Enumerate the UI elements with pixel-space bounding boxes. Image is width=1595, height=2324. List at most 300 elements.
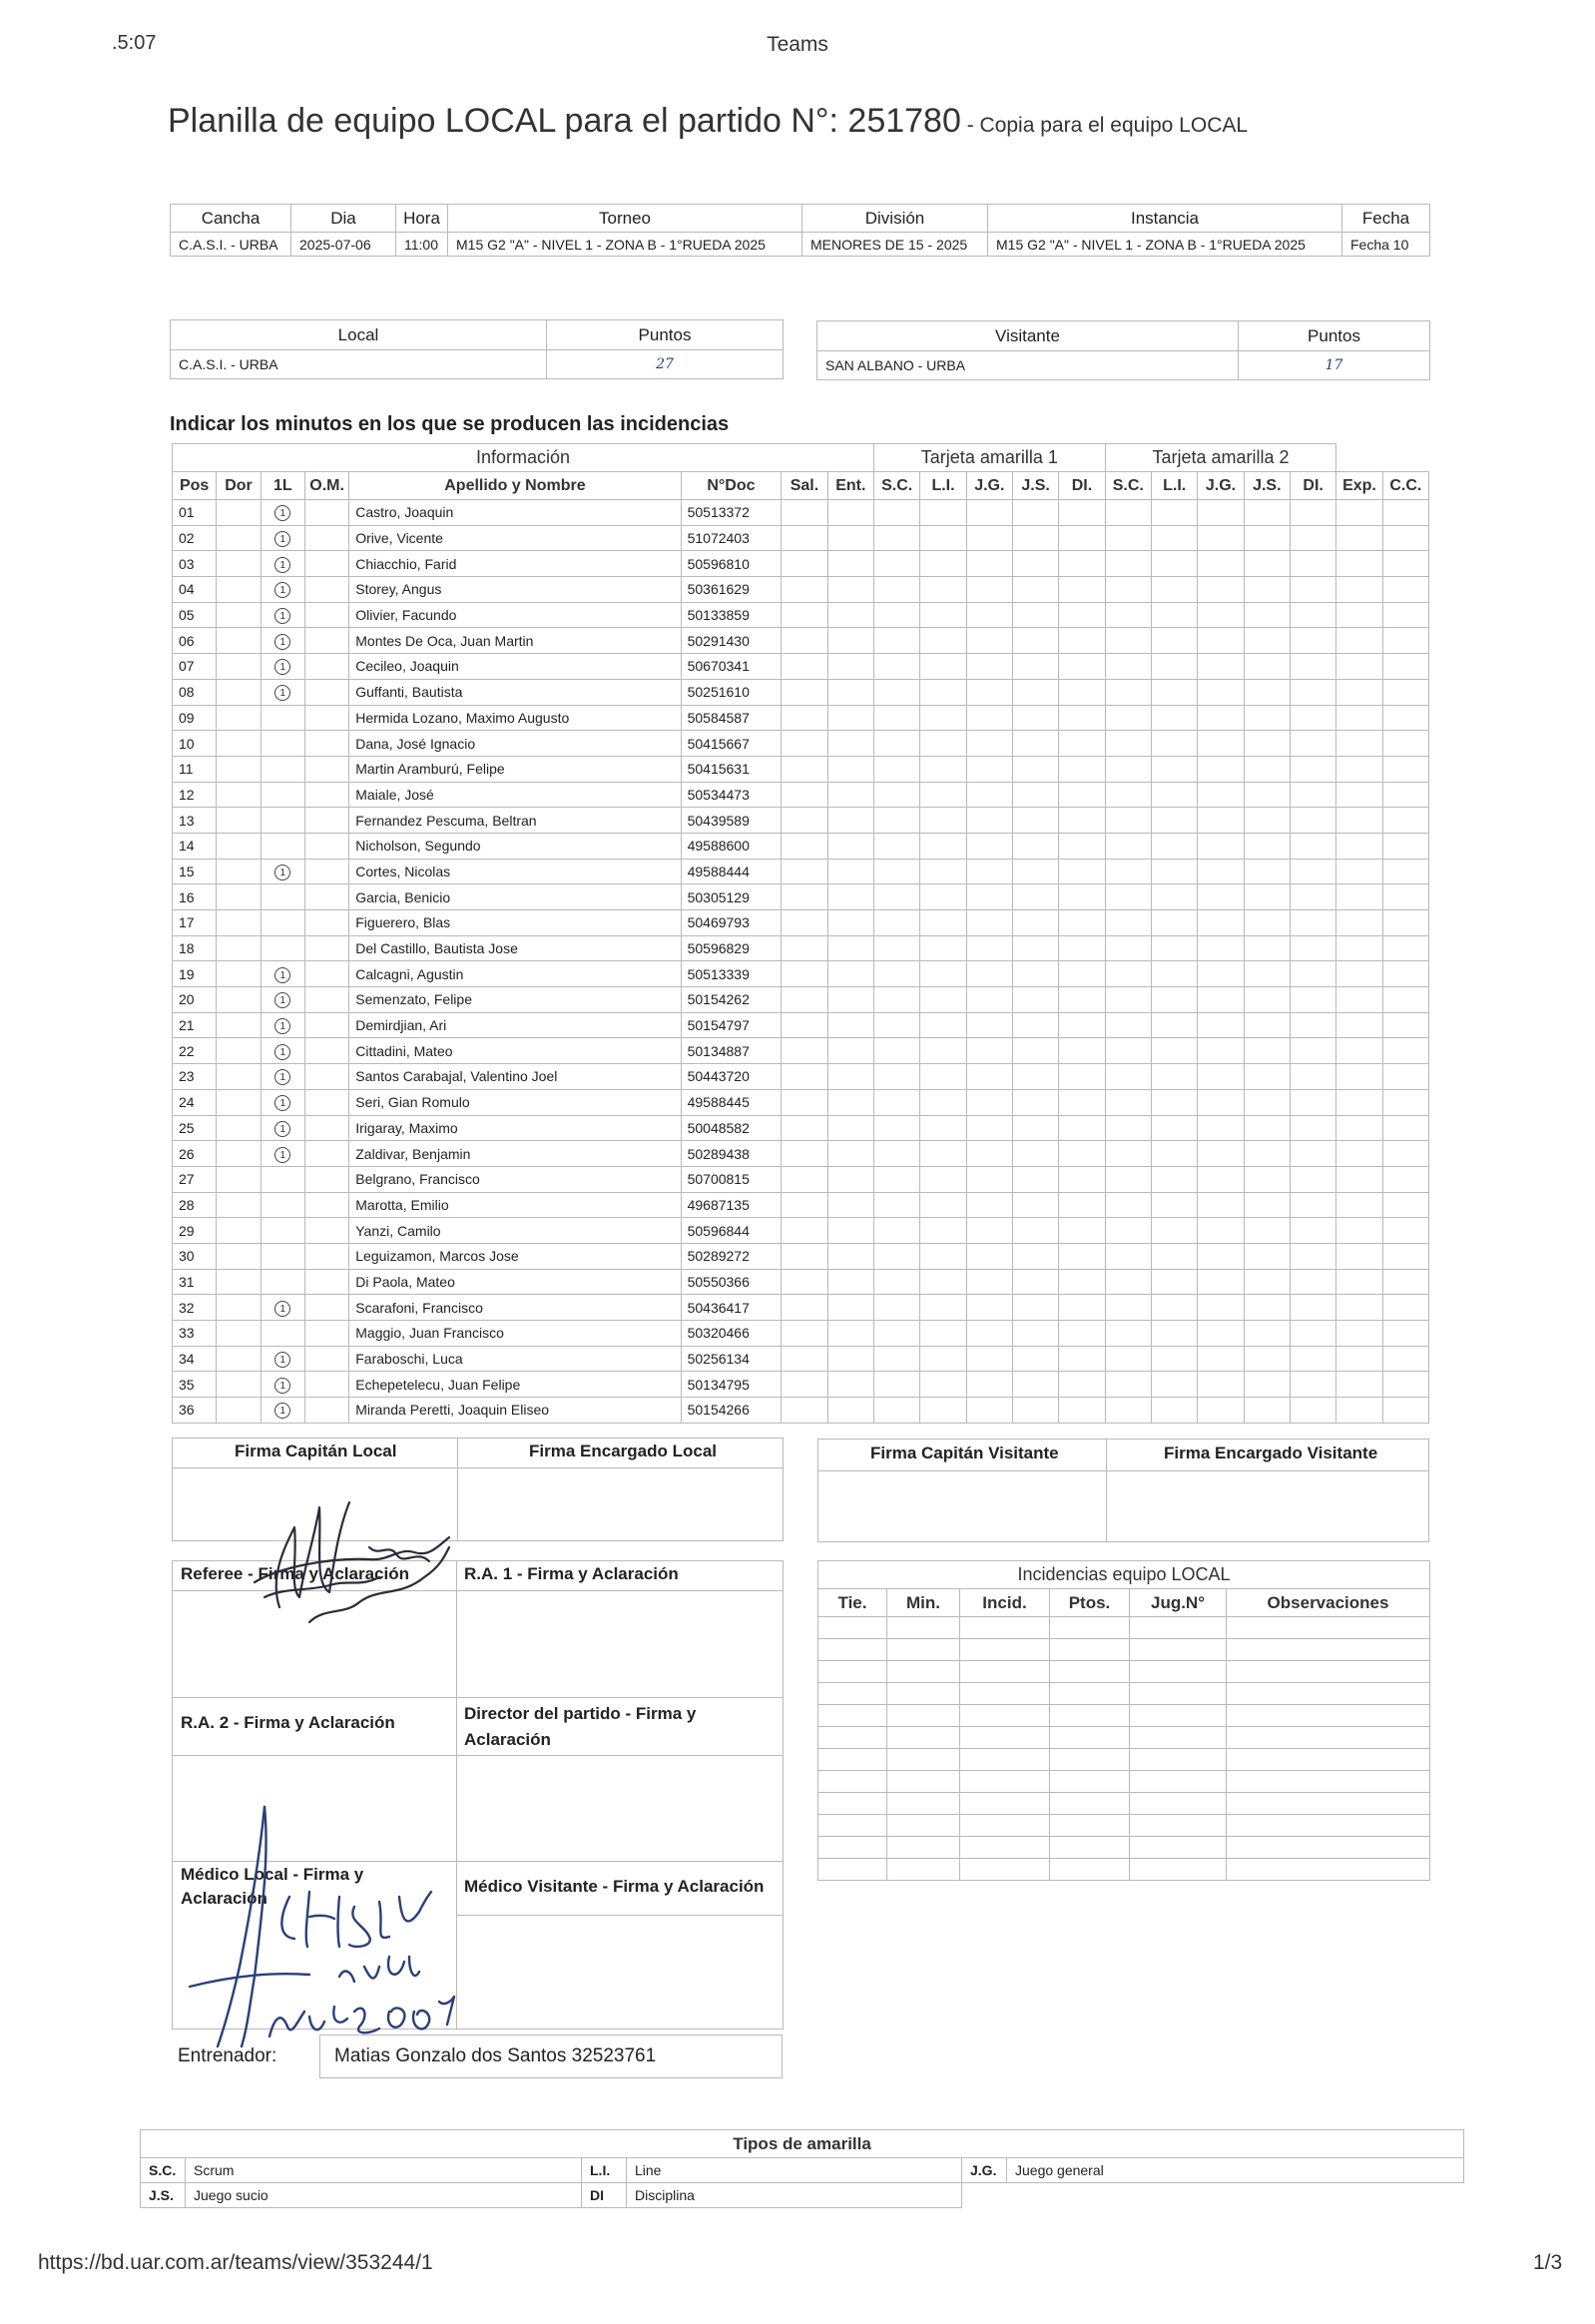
player-blank-cell (920, 1166, 966, 1192)
match-header-0: Cancha (171, 205, 291, 233)
incidencias-cell (960, 1793, 1050, 1815)
player-blank-cell (1382, 1141, 1428, 1167)
player-blank-cell (1336, 1064, 1382, 1090)
player-doc: 50670341 (681, 654, 782, 680)
player-blank-cell (920, 602, 966, 628)
player-blank-cell (1151, 1064, 1197, 1090)
first-line-badge: 1 (274, 1121, 290, 1137)
player-blank-cell (1336, 1115, 1382, 1141)
player-blank-cell (827, 782, 873, 808)
player-blank-cell (1290, 1089, 1335, 1115)
player-blank-cell (1012, 705, 1058, 731)
incidencias-cell (887, 1727, 960, 1749)
player-pos: 28 (173, 1192, 217, 1218)
group-yellow-1: Tarjeta amarilla 1 (874, 444, 1106, 472)
player-blank-cell (1198, 602, 1244, 628)
player-blank-cell (782, 628, 827, 654)
players-col-16: J.S. (1244, 472, 1290, 500)
player-blank-cell (827, 833, 873, 859)
incidencias-cell (1227, 1771, 1430, 1793)
player-blank-cell (1012, 1218, 1058, 1244)
player-blank-cell (827, 705, 873, 731)
first-line-badge: 1 (274, 1378, 290, 1394)
yellow-type-code: DI (582, 2183, 627, 2208)
director-label (464, 1701, 696, 1753)
visitor-points-label: Puntos (1239, 321, 1430, 351)
incidencias-row (818, 1639, 1430, 1661)
player-blank-cell (874, 1398, 920, 1424)
player-row (173, 705, 1429, 731)
player-blank-cell (966, 731, 1012, 757)
player-blank-cell (1290, 1064, 1335, 1090)
player-first-line (261, 961, 304, 987)
player-blank-cell (1382, 1064, 1428, 1090)
player-blank-cell (1151, 577, 1197, 603)
player-blank-cell (1290, 551, 1335, 577)
incidencias-cell (887, 1639, 960, 1661)
player-first-line (261, 1166, 304, 1192)
player-row (173, 987, 1429, 1013)
player-pos: 03 (173, 551, 217, 577)
player-blank-cell (1336, 756, 1382, 782)
player-doc: 50596844 (681, 1218, 782, 1244)
player-first-line (261, 654, 304, 680)
player-pos: 19 (173, 961, 217, 987)
player-blank-cell (1198, 1064, 1244, 1090)
visitor-team-table (816, 320, 1430, 380)
player-blank-cell (874, 577, 920, 603)
player-blank-cell (782, 859, 827, 884)
player-blank-cell (1244, 1141, 1290, 1167)
player-blank-cell (1105, 782, 1151, 808)
player-row (173, 1372, 1429, 1398)
player-blank-cell (966, 987, 1012, 1013)
player-blank-cell (1012, 1166, 1058, 1192)
director-label-line1: Director del partido - Firma y (464, 1704, 697, 1723)
player-blank-cell (1198, 833, 1244, 859)
player-blank-cell (1382, 833, 1428, 859)
player-blank-cell (920, 1295, 966, 1321)
player-blank-cell (966, 833, 1012, 859)
player-blank-cell (1244, 808, 1290, 834)
player-dor (217, 1398, 261, 1424)
first-line-badge: 1 (274, 1403, 290, 1419)
player-blank-cell (1151, 1166, 1197, 1192)
player-blank-cell (827, 1192, 873, 1218)
player-blank-cell (966, 577, 1012, 603)
player-pos: 13 (173, 808, 217, 834)
player-blank-cell (1059, 808, 1105, 834)
player-om (304, 1346, 348, 1372)
player-blank-cell (1336, 1192, 1382, 1218)
player-blank-cell (1244, 705, 1290, 731)
player-blank-cell (827, 1141, 873, 1167)
players-col-6: Sal. (782, 472, 827, 500)
player-blank-cell (874, 731, 920, 757)
player-name: Miranda Peretti, Joaquin Eliseo (349, 1398, 681, 1424)
player-blank-cell (782, 782, 827, 808)
player-blank-cell (827, 1269, 873, 1295)
player-blank-cell (1059, 961, 1105, 987)
player-blank-cell (1198, 1141, 1244, 1167)
incidencias-cell (960, 1815, 1050, 1837)
player-blank-cell (1336, 1269, 1382, 1295)
player-blank-cell (966, 1141, 1012, 1167)
player-blank-cell (1336, 884, 1382, 910)
player-blank-cell (1198, 859, 1244, 884)
player-blank-cell (1151, 808, 1197, 834)
players-col-12: DI. (1059, 472, 1105, 500)
player-blank-cell (1059, 935, 1105, 961)
player-blank-cell (1198, 1398, 1244, 1424)
player-blank-cell (874, 782, 920, 808)
yellow-type-desc: Line (627, 2158, 962, 2183)
player-blank-cell (1151, 1398, 1197, 1424)
player-blank-cell (1382, 1166, 1428, 1192)
player-om (304, 935, 348, 961)
incidencias-row (818, 1837, 1430, 1859)
player-blank-cell (1012, 859, 1058, 884)
player-blank-cell (827, 1372, 873, 1398)
first-line-badge: 1 (274, 557, 290, 573)
player-blank-cell (1151, 1346, 1197, 1372)
player-dor (217, 731, 261, 757)
player-blank-cell (1382, 500, 1428, 526)
medico-visitante-label: Médico Visitante - Firma y Aclaración (464, 1877, 765, 1896)
encargado-local-label: Firma Encargado Local (529, 1442, 717, 1460)
player-blank-cell (1244, 1089, 1290, 1115)
player-blank-cell (1012, 1115, 1058, 1141)
player-blank-cell (1290, 500, 1335, 526)
player-blank-cell (1336, 782, 1382, 808)
player-blank-cell (920, 910, 966, 936)
player-blank-cell (920, 961, 966, 987)
player-blank-cell (1244, 500, 1290, 526)
incidencias-cell (818, 1617, 887, 1639)
player-first-line (261, 1012, 304, 1038)
player-pos: 32 (173, 1295, 217, 1321)
player-blank-cell (1382, 602, 1428, 628)
first-line-badge: 1 (274, 992, 290, 1008)
player-blank-cell (966, 1398, 1012, 1424)
player-blank-cell (1336, 654, 1382, 680)
incidencias-cell (1227, 1705, 1430, 1727)
player-blank-cell (1105, 808, 1151, 834)
player-blank-cell (1059, 1398, 1105, 1424)
player-dor (217, 1064, 261, 1090)
yellow-type-desc: Juego general (1007, 2158, 1464, 2183)
player-dor (217, 1115, 261, 1141)
player-name: Garcia, Benicio (349, 884, 681, 910)
player-dor (217, 1012, 261, 1038)
player-dor (217, 577, 261, 603)
player-blank-cell (1382, 756, 1428, 782)
player-row (173, 602, 1429, 628)
player-pos: 10 (173, 731, 217, 757)
incidencias-cell (887, 1617, 960, 1639)
player-blank-cell (1336, 1243, 1382, 1269)
player-row (173, 1398, 1429, 1424)
player-blank-cell (966, 884, 1012, 910)
player-blank-cell (827, 1012, 873, 1038)
player-blank-cell (1151, 756, 1197, 782)
player-om (304, 705, 348, 731)
players-col-2: 1L (261, 472, 304, 500)
players-col-17: DI. (1290, 472, 1335, 500)
capitan-visitante-label: Firma Capitán Visitante (870, 1444, 1059, 1462)
player-row (173, 1346, 1429, 1372)
player-blank-cell (1382, 1192, 1428, 1218)
player-name: Calcagni, Agustin (349, 961, 681, 987)
incidencias-cell (887, 1859, 960, 1881)
player-blank-cell (1244, 1269, 1290, 1295)
player-blank-cell (1105, 987, 1151, 1013)
incidencias-cell (887, 1793, 960, 1815)
first-line-badge: 1 (274, 1018, 290, 1034)
player-blank-cell (1198, 654, 1244, 680)
player-blank-cell (1336, 910, 1382, 936)
player-first-line (261, 1038, 304, 1064)
player-blank-cell (1290, 525, 1335, 551)
player-blank-cell (1012, 1243, 1058, 1269)
incidencias-row (818, 1727, 1430, 1749)
player-pos: 33 (173, 1321, 217, 1347)
incidencias-cell (1050, 1859, 1130, 1881)
first-line-badge: 1 (274, 1095, 290, 1111)
player-blank-cell (1336, 808, 1382, 834)
player-blank-cell (1059, 679, 1105, 705)
player-blank-cell (1012, 602, 1058, 628)
incidencias-cell (1227, 1661, 1430, 1683)
player-blank-cell (1151, 859, 1197, 884)
player-blank-cell (1012, 1295, 1058, 1321)
player-blank-cell (827, 935, 873, 961)
player-blank-cell (920, 987, 966, 1013)
player-first-line (261, 859, 304, 884)
first-line-badge: 1 (274, 505, 290, 521)
player-blank-cell (1244, 1321, 1290, 1347)
player-blank-cell (1382, 525, 1428, 551)
yellow-types-table (140, 2129, 1464, 2208)
incidencias-cell (818, 1793, 887, 1815)
player-blank-cell (1336, 705, 1382, 731)
player-pos: 11 (173, 756, 217, 782)
player-blank-cell (1198, 525, 1244, 551)
match-value-6: Fecha 10 (1342, 233, 1430, 257)
player-blank-cell (1244, 782, 1290, 808)
player-first-line (261, 1192, 304, 1218)
player-blank-cell (1382, 654, 1428, 680)
yellow-type-desc: Disciplina (627, 2183, 962, 2208)
player-dor (217, 525, 261, 551)
player-name: Yanzi, Camilo (349, 1218, 681, 1244)
player-blank-cell (1059, 756, 1105, 782)
player-blank-cell (1151, 1141, 1197, 1167)
player-blank-cell (1382, 731, 1428, 757)
incidencias-row (818, 1683, 1430, 1705)
player-dor (217, 654, 261, 680)
first-line-badge: 1 (274, 608, 290, 624)
player-blank-cell (1059, 525, 1105, 551)
director-label-line2: Aclaración (464, 1730, 551, 1749)
incidencias-cell (887, 1705, 960, 1727)
ra2-label: R.A. 2 - Firma y Aclaración (181, 1713, 395, 1732)
incidencias-cell (818, 1815, 887, 1837)
player-blank-cell (1059, 1372, 1105, 1398)
first-line-badge: 1 (274, 1301, 290, 1317)
player-blank-cell (1290, 935, 1335, 961)
player-blank-cell (874, 808, 920, 834)
player-blank-cell (920, 1321, 966, 1347)
player-blank-cell (1059, 1269, 1105, 1295)
player-blank-cell (1198, 1012, 1244, 1038)
player-blank-cell (1336, 1141, 1382, 1167)
yellow-type-desc: Juego sucio (186, 2183, 582, 2208)
match-header-3: Torneo (448, 205, 802, 233)
player-blank-cell (827, 1346, 873, 1372)
incidencias-cell (1130, 1793, 1227, 1815)
players-col-9: L.I. (920, 472, 966, 500)
player-row (173, 961, 1429, 987)
incidencias-title: Incidencias equipo LOCAL (818, 1561, 1430, 1589)
player-blank-cell (1198, 1218, 1244, 1244)
player-blank-cell (1290, 1166, 1335, 1192)
incidencias-cell (1050, 1661, 1130, 1683)
player-blank-cell (1105, 961, 1151, 987)
player-om (304, 756, 348, 782)
match-header-2: Hora (396, 205, 448, 233)
player-blank-cell (1151, 935, 1197, 961)
player-blank-cell (1244, 987, 1290, 1013)
player-blank-cell (1382, 1089, 1428, 1115)
player-blank-cell (1290, 987, 1335, 1013)
player-blank-cell (782, 961, 827, 987)
player-blank-cell (782, 602, 827, 628)
player-blank-cell (1382, 1012, 1428, 1038)
player-blank-cell (966, 1115, 1012, 1141)
player-first-line (261, 884, 304, 910)
player-doc: 49588445 (681, 1089, 782, 1115)
player-blank-cell (1059, 1064, 1105, 1090)
player-blank-cell (1382, 859, 1428, 884)
incidencias-cell (960, 1639, 1050, 1661)
player-blank-cell (874, 628, 920, 654)
players-col-18: Exp. (1336, 472, 1382, 500)
player-row (173, 679, 1429, 705)
player-doc: 49588444 (681, 859, 782, 884)
player-blank-cell (1336, 935, 1382, 961)
player-blank-cell (1382, 1218, 1428, 1244)
player-blank-cell (1059, 628, 1105, 654)
player-blank-cell (1198, 1295, 1244, 1321)
player-row (173, 577, 1429, 603)
players-col-0: Pos (173, 472, 217, 500)
player-blank-cell (920, 1038, 966, 1064)
incidencias-cell (1227, 1727, 1430, 1749)
player-doc: 50596810 (681, 551, 782, 577)
player-blank-cell (1012, 1038, 1058, 1064)
player-om (304, 1398, 348, 1424)
player-blank-cell (1198, 551, 1244, 577)
player-blank-cell (1105, 1064, 1151, 1090)
player-dor (217, 1243, 261, 1269)
player-om (304, 884, 348, 910)
visitor-points: 17 (1239, 351, 1430, 380)
incidencias-cell (818, 1727, 887, 1749)
player-blank-cell (1382, 1321, 1428, 1347)
incidencias-cell (887, 1661, 960, 1683)
incidencias-cell (1130, 1683, 1227, 1705)
yellow-type-code: S.C. (141, 2158, 186, 2183)
player-blank-cell (1059, 782, 1105, 808)
player-blank-cell (920, 654, 966, 680)
player-doc: 50513339 (681, 961, 782, 987)
player-blank-cell (1198, 1269, 1244, 1295)
player-dor (217, 1218, 261, 1244)
player-name: Maggio, Juan Francisco (349, 1321, 681, 1347)
player-blank-cell (1290, 679, 1335, 705)
player-blank-cell (966, 602, 1012, 628)
player-blank-cell (1059, 1089, 1105, 1115)
incidencias-cell (818, 1683, 887, 1705)
player-blank-cell (1198, 1192, 1244, 1218)
player-blank-cell (1059, 551, 1105, 577)
player-blank-cell (1382, 808, 1428, 834)
incidencias-row (818, 1617, 1430, 1639)
player-name: Guffanti, Bautista (349, 679, 681, 705)
incidencias-cell (1050, 1815, 1130, 1837)
incidencias-cell (960, 1705, 1050, 1727)
player-first-line (261, 1064, 304, 1090)
player-blank-cell (1012, 1012, 1058, 1038)
players-col-19: C.C. (1382, 472, 1428, 500)
player-om (304, 1038, 348, 1064)
player-blank-cell (1151, 551, 1197, 577)
player-blank-cell (966, 935, 1012, 961)
player-blank-cell (1290, 782, 1335, 808)
player-blank-cell (966, 1295, 1012, 1321)
medico-local-label (181, 1863, 363, 1911)
player-blank-cell (1105, 731, 1151, 757)
player-row (173, 833, 1429, 859)
player-first-line (261, 1346, 304, 1372)
player-blank-cell (827, 551, 873, 577)
player-blank-cell (1105, 654, 1151, 680)
player-blank-cell (966, 1346, 1012, 1372)
player-om (304, 500, 348, 526)
player-blank-cell (1105, 1166, 1151, 1192)
player-om (304, 1012, 348, 1038)
player-om (304, 551, 348, 577)
title-copy: - Copia para el equipo LOCAL (960, 114, 1249, 137)
player-blank-cell (827, 679, 873, 705)
player-name: Zaldivar, Benjamin (349, 1141, 681, 1167)
player-blank-cell (1382, 961, 1428, 987)
local-points-label: Puntos (547, 320, 784, 350)
player-blank-cell (1198, 910, 1244, 936)
player-name: Martin Aramburú, Felipe (349, 756, 681, 782)
players-col-4: Apellido y Nombre (349, 472, 681, 500)
player-blank-cell (782, 1295, 827, 1321)
player-blank-cell (1151, 1038, 1197, 1064)
player-blank-cell (1290, 1141, 1335, 1167)
player-blank-cell (1336, 961, 1382, 987)
player-blank-cell (1336, 731, 1382, 757)
incidencias-cell (1227, 1815, 1430, 1837)
incidencias-cell (818, 1859, 887, 1881)
player-row (173, 1218, 1429, 1244)
incidencias-cell (1050, 1749, 1130, 1771)
